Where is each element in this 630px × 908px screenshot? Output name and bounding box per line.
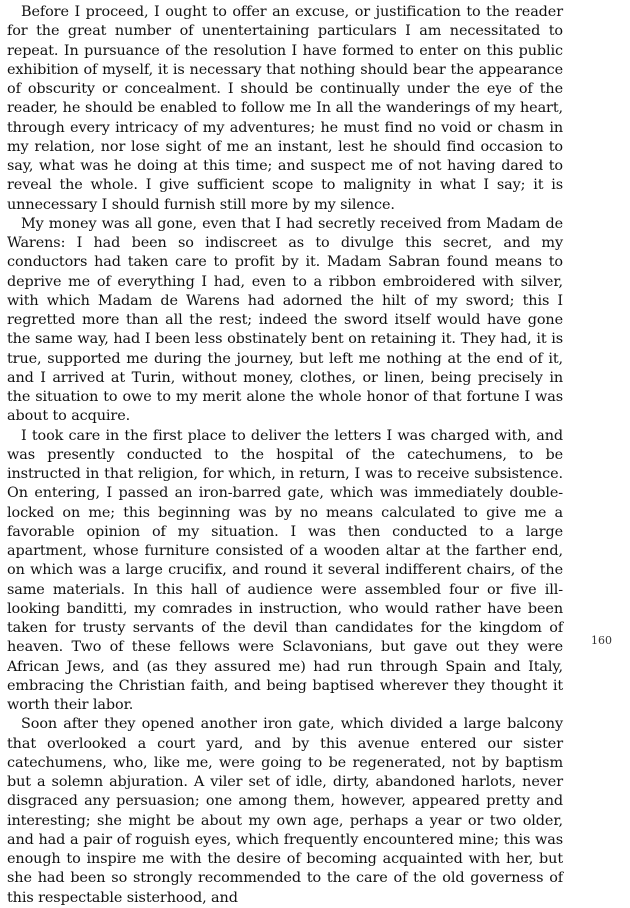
- paragraph-2: My money was all gone, even that I had secretly received from Madam de Warens: I had been so indiscreet as to divulge this secret, and my conductors had taken care to profit by it. Madam Sabran found means to deprive me of everything I had, even to a ribbon embroidered with silver, with which Madam de Warens had adorned the hilt of my sword; this I regretted more than all the rest; indeed the sword itself would have gone the same way, had I been less obstinately bent on retaining it. They had, it is true, supported me during the journey, but left me nothing at the end of it, and I arrived at Turin, without money, clothes, or linen, being precisely in the situation to owe to my merit alone the whole honor of that fortune I was about to acquire.: [7, 215, 563, 425]
- page-body: [7, 3, 563, 908]
- paragraph-4: Soon after they opened another iron gate, which divided a large balcony that overlooked a court yard, and by this avenue entered our sister catechumens, who, like me, were going to be regenerated, not by baptism but a solemn abjuration. A viler set of idle, dirty, abandoned harlots, never disgraced any persuasion; one among them, however, appeared pretty and interesting; she might be about my own age, perhaps a year or two older, and had a pair of roguish eyes, which frequently encountered mine; this was enough to inspire me with the desire of becoming acquainted with her, but she had been so strongly recommended to the care of the old governess of this respectable sisterhood, and: [7, 716, 563, 906]
- page-number: 160: [591, 634, 612, 647]
- paragraph-1: Before I proceed, I ought to offer an excuse, or justification to the reader for the great number of unentertaining particulars I am necessitated to repeat. In pursuance of the resolution I have formed to enter on this public exhibition of myself, it is necessary that nothing should bear the appearance of obscurity or concealment. I should be continually under the eye of the reader, he should be enabled to follow me In all the wanderings of my heart, through every intricacy of my adventures; he must find no void or chasm in my relation, nor lose sight of me an instant, lest he should find occasion to say, what was he doing at this time; and suspect me of not having dared to reveal the whole. I give sufficient scope to malignity in what I say; it is unnecessary I should furnish still more by my silence.: [7, 4, 563, 213]
- paragraph-3: I took care in the first place to deliver the letters I was charged with, and was presently conducted to the hospital of the catechumens, to be instructed in that religion, for which, in return, I was to receive subsistence. On entering, I passed an iron-barred gate, which was immediately double-locked on me; this beginning was by no means calculated to give me a favorable opinion of my situation. I was then conducted to a large apartment, whose furniture consisted of a wooden altar at the farther end, on which was a large crucifix, and round it several indifferent chairs, of the same materials. In this hall of audience were assembled four or five ill-looking banditti, my comrades in instruction, who would rather have been taken for trusty servants of the devil than candidates for the kingdom of heaven. Two of these fellows were Sclavonians, but gave out they were African Jews, and (as they assured me) had run through Spain and Italy, embracing the Christian faith, and being baptised wherever they thought it worth their labor.: [7, 427, 563, 713]
